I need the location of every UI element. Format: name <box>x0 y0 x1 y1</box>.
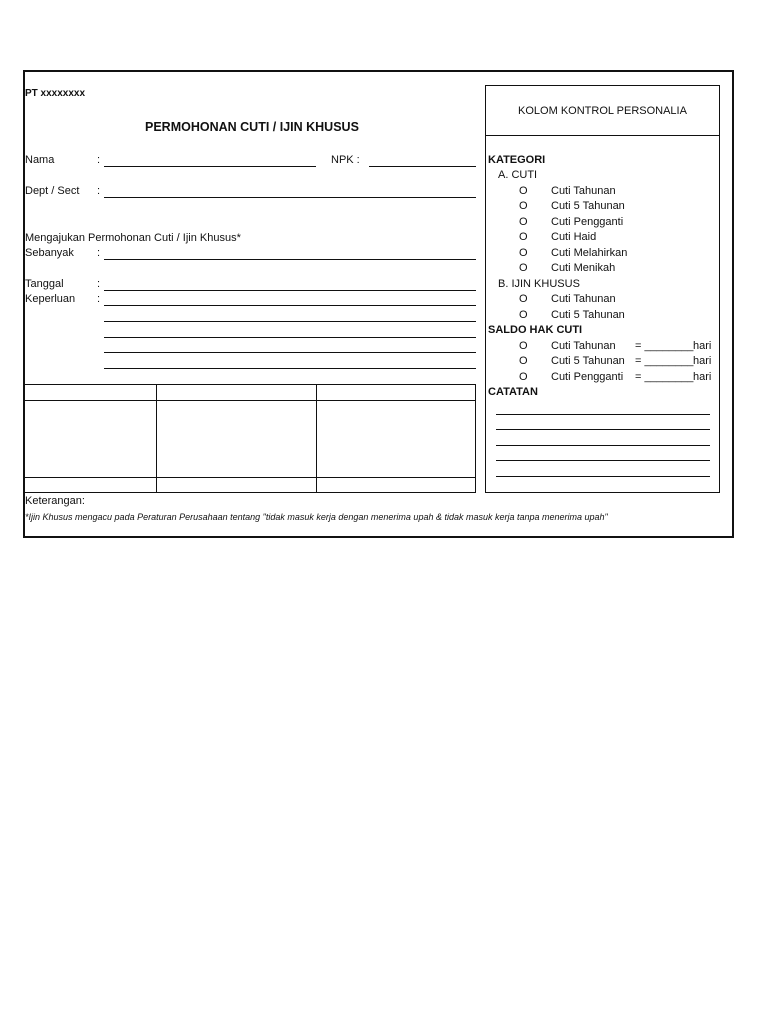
saldo-item: Cuti Pengganti <box>551 371 624 383</box>
dept-colon: : <box>97 185 101 197</box>
dept-label: Dept / Sect <box>25 185 80 197</box>
catatan-heading: CATATAN <box>488 386 538 398</box>
cuti-item: Cuti Menikah <box>551 262 616 274</box>
sebanyak-label: Sebanyak <box>25 247 74 259</box>
keterangan-label: Keterangan: <box>25 495 85 507</box>
keperluan-colon: : <box>97 293 101 305</box>
checkbox-bullet[interactable]: O <box>519 231 528 243</box>
saldo-item: Cuti 5 Tahunan <box>551 355 625 367</box>
saldo-unit: hari <box>693 355 712 367</box>
ijin-item: Cuti Tahunan <box>551 293 616 305</box>
table-divider <box>156 385 157 492</box>
cuti-item: Cuti Pengganti <box>551 216 624 228</box>
checkbox-bullet[interactable]: O <box>519 340 528 352</box>
table-divider <box>24 400 475 401</box>
keperluan-field-2[interactable] <box>104 321 476 322</box>
sebanyak-field[interactable] <box>104 259 476 260</box>
saldo-heading: SALDO HAK CUTI <box>488 324 583 336</box>
company-name: PT xxxxxxxx <box>25 88 86 99</box>
table-divider <box>316 385 317 492</box>
checkbox-bullet[interactable]: O <box>519 355 528 367</box>
cuti-item: Cuti Tahunan <box>551 185 616 197</box>
panel-header: KOLOM KONTROL PERSONALIA <box>486 86 719 136</box>
dept-field[interactable] <box>104 197 476 198</box>
cuti-heading: A. CUTI <box>498 169 538 181</box>
cuti-item: Cuti 5 Tahunan <box>551 200 625 212</box>
keperluan-field-1[interactable] <box>104 305 476 306</box>
npk-label: NPK : <box>331 154 360 166</box>
checkbox-bullet[interactable]: O <box>519 371 528 383</box>
footnote: *Ijin Khusus mengacu pada Peraturan Perusahaan tentang "tidak masuk kerja dengan menerima upah & tidak masuk kerja tanpa menerima upah" <box>25 512 608 522</box>
checkbox-bullet[interactable]: O <box>519 309 528 321</box>
catatan-line-1[interactable] <box>496 414 710 415</box>
checkbox-bullet[interactable]: O <box>519 293 528 305</box>
catatan-line-2[interactable] <box>496 429 710 430</box>
ijin-heading: B. IJIN KHUSUS <box>498 278 580 290</box>
nama-colon: : <box>97 154 101 166</box>
nama-field[interactable] <box>104 166 316 167</box>
form-title: PERMOHONAN CUTI / IJIN KHUSUS <box>145 120 359 134</box>
nama-label: Nama <box>25 154 55 166</box>
cuti-item: Cuti Melahirkan <box>551 247 628 259</box>
saldo-value-field[interactable]: = ________ <box>635 371 694 383</box>
mengajukan-label: Mengajukan Permohonan Cuti / Ijin Khusus* <box>25 232 241 244</box>
checkbox-bullet[interactable]: O <box>519 200 528 212</box>
kategori-heading: KATEGORI <box>488 154 546 166</box>
catatan-line-4[interactable] <box>496 460 710 461</box>
keperluan-field-5[interactable] <box>104 368 476 369</box>
tanggal-label: Tanggal <box>25 278 64 290</box>
catatan-line-5[interactable] <box>496 476 710 477</box>
checkbox-bullet[interactable]: O <box>519 262 528 274</box>
npk-field[interactable] <box>369 166 476 167</box>
table-divider <box>24 477 475 478</box>
saldo-unit: hari <box>693 340 712 352</box>
checkbox-bullet[interactable]: O <box>519 247 528 259</box>
keperluan-field-3[interactable] <box>104 337 476 338</box>
signature-table <box>23 384 476 493</box>
saldo-value-field[interactable]: = ________ <box>635 355 694 367</box>
saldo-item: Cuti Tahunan <box>551 340 616 352</box>
catatan-line-3[interactable] <box>496 445 710 446</box>
checkbox-bullet[interactable]: O <box>519 185 528 197</box>
checkbox-bullet[interactable]: O <box>519 216 528 228</box>
saldo-value-field[interactable]: = ________ <box>635 340 694 352</box>
keperluan-label: Keperluan <box>25 293 76 305</box>
tanggal-field[interactable] <box>104 290 476 291</box>
keperluan-field-4[interactable] <box>104 352 476 353</box>
saldo-unit: hari <box>693 371 712 383</box>
tanggal-colon: : <box>97 278 101 290</box>
ijin-item: Cuti 5 Tahunan <box>551 309 625 321</box>
sebanyak-colon: : <box>97 247 101 259</box>
cuti-item: Cuti Haid <box>551 231 597 243</box>
